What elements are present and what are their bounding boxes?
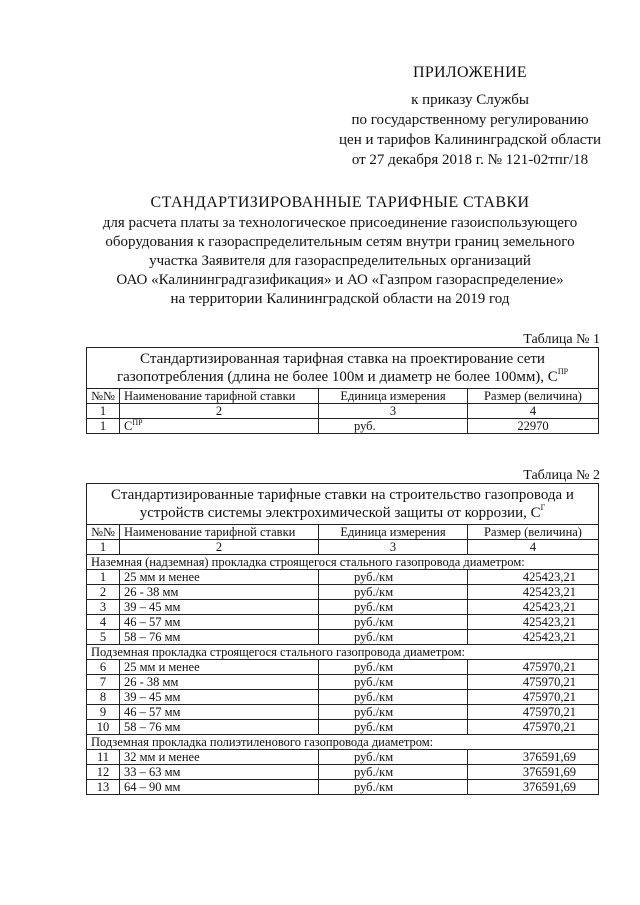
header-line: на территории Калининградской области на 2019 год [170, 291, 510, 307]
row-name: 26 - 38 мм [120, 585, 319, 600]
appendix-line: по государственному регулированию [351, 112, 589, 128]
row-value: 376591,69 [468, 765, 599, 780]
appendix-line: к приказу Службы [411, 92, 529, 108]
appendix-line: от 27 декабря 2018 г. № 121-02тпг/18 [351, 152, 589, 168]
table2-header-name: Наименование тарифной ставки [120, 525, 319, 540]
row-unit: руб./км [319, 690, 468, 705]
table2-index-cell: 4 [468, 540, 599, 555]
table-row [87, 660, 599, 675]
row-value: 425423,21 [468, 600, 599, 615]
row-unit: руб./км [319, 570, 468, 585]
row-name-text: С [124, 419, 133, 433]
table2-caption: Таблица № 2 [523, 468, 600, 483]
table2-index-cell: 1 [87, 540, 120, 555]
row-name: 58 – 76 мм [120, 720, 319, 735]
row-value: 475970,21 [468, 720, 599, 735]
row-number: 4 [87, 615, 120, 630]
document-header [60, 193, 620, 309]
table1-title-sup: ПР [557, 367, 569, 376]
row-number: 13 [87, 780, 120, 795]
row-unit: руб./км [319, 780, 468, 795]
row-number: 1 [87, 570, 120, 585]
document-title: СТАНДАРТИЗИРОВАННЫЕ ТАРИФНЫЕ СТАВКИ [150, 194, 530, 211]
row-number: 8 [87, 690, 120, 705]
row-number: 3 [87, 600, 120, 615]
row-unit: руб./км [319, 585, 468, 600]
section-label: Подземная прокладка строящегося стального газопровода диаметром: [87, 645, 599, 660]
table-row [87, 765, 599, 780]
table2-index-cell: 3 [319, 540, 468, 555]
table-row [87, 690, 599, 705]
row-unit: руб./км [319, 675, 468, 690]
row-value: 376591,69 [468, 780, 599, 795]
table1-header-value: Размер (величина) [468, 389, 599, 404]
table2-title-cell [87, 484, 599, 525]
table1-index-cell: 1 [87, 404, 120, 419]
row-number: 7 [87, 675, 120, 690]
table1-title-cell [87, 348, 599, 389]
row-unit: руб./км [319, 600, 468, 615]
header-line: для расчета платы за технологическое присоединение газоиспользующего [102, 215, 578, 231]
table1 [86, 347, 599, 434]
row-value: 425423,21 [468, 570, 599, 585]
table-row [87, 615, 599, 630]
table-row [87, 419, 599, 434]
table-row [87, 570, 599, 585]
row-value: 475970,21 [468, 705, 599, 720]
row-name: 33 – 63 мм [120, 765, 319, 780]
row-name: 26 - 38 мм [120, 675, 319, 690]
row-unit: руб./км [319, 660, 468, 675]
section-label: Наземная (надземная) прокладка строящегося стального газопровода диаметром: [87, 555, 599, 570]
table1-header-unit: Единица измерения [319, 389, 468, 404]
row-number: 12 [87, 765, 120, 780]
table1-title: Стандартизированная тарифная ставка на проектирование сети газопотребления (длина не более 100м и диаметр не более 100мм), С [116, 351, 558, 385]
row-number: 6 [87, 660, 120, 675]
row-value: 22970 [468, 419, 599, 434]
table2-header-value: Размер (величина) [468, 525, 599, 540]
table1-header-no: №№ [87, 389, 120, 404]
table-row [87, 600, 599, 615]
row-name: 64 – 90 мм [120, 780, 319, 795]
header-line: ОАО «Калининградгазификация» и АО «Газпром газораспределение» [116, 272, 564, 288]
table1-caption: Таблица № 1 [523, 332, 600, 347]
table-row [87, 675, 599, 690]
row-value: 425423,21 [468, 585, 599, 600]
row-name: 46 – 57 мм [120, 705, 319, 720]
row-unit: руб./км [319, 765, 468, 780]
row-number: 2 [87, 585, 120, 600]
table-row [87, 630, 599, 645]
row-name: 25 мм и менее [120, 570, 319, 585]
table-row [87, 780, 599, 795]
row-name: 46 – 57 мм [120, 615, 319, 630]
header-line: оборудования к газораспределительным сетям внутри границ земельного [105, 234, 575, 250]
section-label: Подземная прокладка полиэтиленового газопровода диаметром: [87, 735, 599, 750]
table-row [87, 585, 599, 600]
row-unit: руб./км [319, 615, 468, 630]
row-name: 39 – 45 мм [120, 690, 319, 705]
table2-header-no: №№ [87, 525, 120, 540]
row-unit: руб./км [319, 750, 468, 765]
row-name [120, 419, 319, 434]
row-unit: руб./км [319, 630, 468, 645]
row-name: 25 мм и менее [120, 660, 319, 675]
row-unit: руб./км [319, 705, 468, 720]
row-unit: руб./км [319, 720, 468, 735]
table2-title: Стандартизированные тарифные ставки на строительство газопровода и устройств системы электрохимической защиты от коррозии, С [111, 487, 574, 521]
table1-index-cell: 4 [468, 404, 599, 419]
table-row [87, 705, 599, 720]
table1-index-cell: 3 [319, 404, 468, 419]
table1-index-cell: 2 [120, 404, 319, 419]
row-number: 10 [87, 720, 120, 735]
row-number: 1 [87, 419, 120, 434]
appendix-title: ПРИЛОЖЕНИЕ [412, 64, 527, 81]
table-row [87, 720, 599, 735]
row-unit: руб. [319, 419, 468, 434]
table2-index-cell: 2 [120, 540, 319, 555]
row-name: 32 мм и менее [120, 750, 319, 765]
header-line: участка Заявителя для газораспределительных организаций [149, 253, 531, 269]
row-number: 11 [87, 750, 120, 765]
table2 [86, 483, 599, 795]
row-value: 475970,21 [468, 660, 599, 675]
row-value: 425423,21 [468, 630, 599, 645]
row-value: 475970,21 [468, 675, 599, 690]
row-number: 9 [87, 705, 120, 720]
row-name: 39 – 45 мм [120, 600, 319, 615]
table-row [87, 750, 599, 765]
appendix-line: цен и тарифов Калининградской области [339, 132, 601, 148]
row-value: 376591,69 [468, 750, 599, 765]
appendix-block [330, 63, 610, 170]
table2-title-sup: Г [540, 503, 546, 512]
row-name: 58 – 76 мм [120, 630, 319, 645]
row-number: 5 [87, 630, 120, 645]
table1-header-name: Наименование тарифной ставки [120, 389, 319, 404]
table2-header-unit: Единица измерения [319, 525, 468, 540]
row-value: 475970,21 [468, 690, 599, 705]
row-name-sup: ПР [132, 418, 143, 427]
row-value: 425423,21 [468, 615, 599, 630]
